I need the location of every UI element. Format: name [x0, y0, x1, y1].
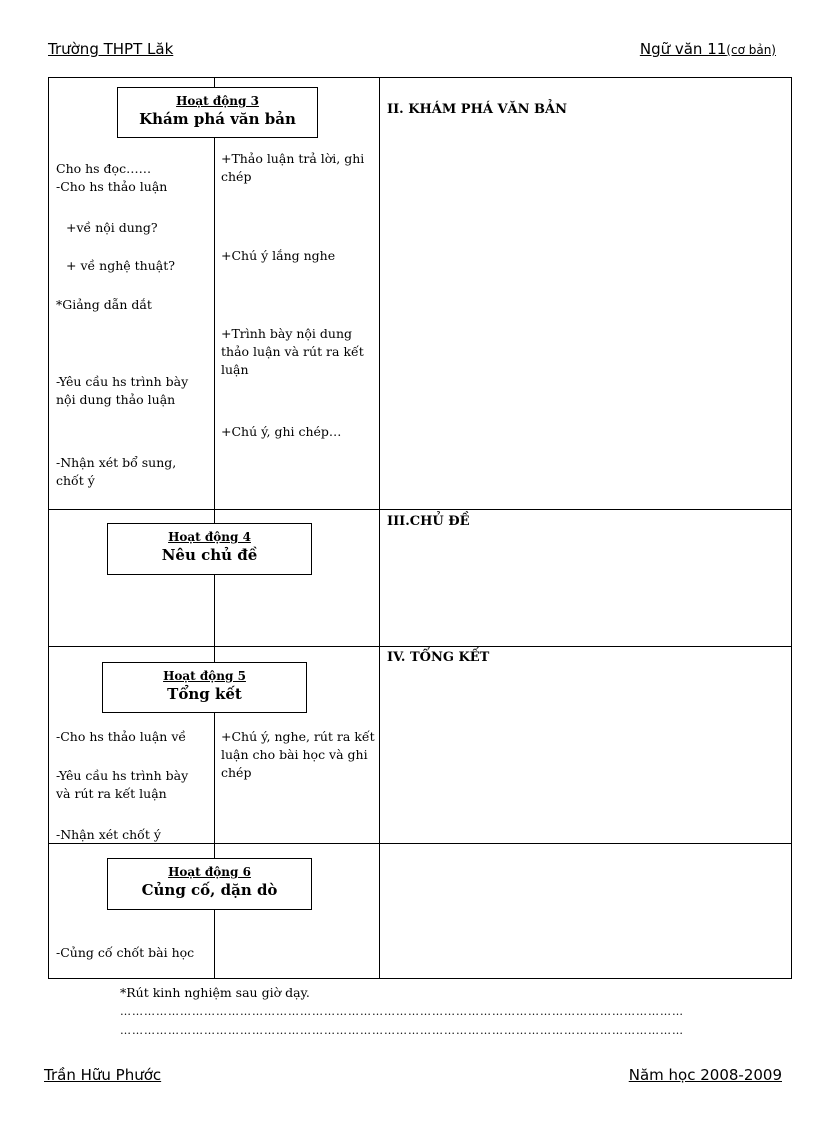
section-4-heading: IV. TỔNG KẾT [387, 650, 490, 665]
teacher-note: -Cho hs thảo luận [56, 179, 168, 194]
activity-4-title: Nêu chủ đề [161, 546, 258, 564]
subject-name: Ngữ văn 11 [639, 40, 727, 58]
experience-note: *Rút kinh nghiệm sau giờ dạy. [120, 985, 310, 1000]
dotted-line: …………………………………………………………………………………………………………………………… [120, 1024, 684, 1037]
student-note: +Chú ý, ghi chép… [221, 424, 342, 439]
student-note: +Thảo luận trả lời, ghi chép [221, 151, 365, 184]
activity-3-box [117, 87, 318, 138]
student-note: +Chú ý lắng nghe [221, 248, 336, 263]
teacher-note: Cho hs đọc…… [56, 161, 152, 176]
row-divider-1 [49, 509, 791, 510]
school-name: Trường THPT Lăk [48, 40, 174, 58]
subject-label [640, 40, 776, 58]
teacher-note: -Nhận xét bổ sung, chốt ý [56, 455, 177, 488]
section-2-heading: II. KHÁM PHÁ VĂN BẢN [387, 102, 568, 117]
teacher-note: +về nội dung? [66, 220, 158, 235]
activity-3-number: Hoạt động 3 [176, 94, 259, 108]
activity-3-title: Khám phá văn bản [139, 110, 296, 128]
activity-6-number: Hoạt động 6 [168, 865, 251, 879]
section-3-heading: III.CHỦ ĐỀ [387, 514, 470, 529]
row-divider-2 [49, 646, 791, 647]
activity-4-number: Hoạt động 4 [168, 530, 251, 544]
teacher-note: -Yêu cầu hs trình bày và rút ra kết luận [56, 768, 189, 801]
dotted-line: …………………………………………………………………………………………………………………………… [120, 1005, 684, 1018]
teacher-note: -Cho hs thảo luận về [56, 729, 187, 744]
activity-5-title: Tổng kết [167, 685, 242, 703]
activity-4-box [107, 523, 312, 575]
activity-5-number: Hoạt động 5 [163, 669, 246, 683]
teacher-note: -Nhận xét chốt ý [56, 827, 161, 842]
lesson-table [48, 77, 792, 979]
teacher-note: *Giảng dẫn dắt [56, 297, 152, 312]
author-name: Trần Hữu Phước [44, 1066, 162, 1084]
activity-6-box [107, 858, 312, 910]
activity-6-title: Củng cố, dặn dò [141, 881, 278, 899]
teacher-note: -Củng cố chốt bài học [56, 945, 195, 960]
school-year: Năm học 2008-2009 [628, 1066, 782, 1084]
teacher-note: -Yêu cầu hs trình bày nội dung thảo luận [56, 374, 189, 407]
teacher-note: + về nghệ thuật? [66, 258, 175, 273]
student-note: +Chú ý, nghe, rút ra kết luận cho bài học và ghi chép [221, 729, 375, 780]
subject-note: (cơ bản) [726, 43, 776, 57]
student-note: +Trình bày nội dung thảo luận và rút ra kết luận [221, 326, 364, 377]
activity-5-box [102, 662, 307, 713]
